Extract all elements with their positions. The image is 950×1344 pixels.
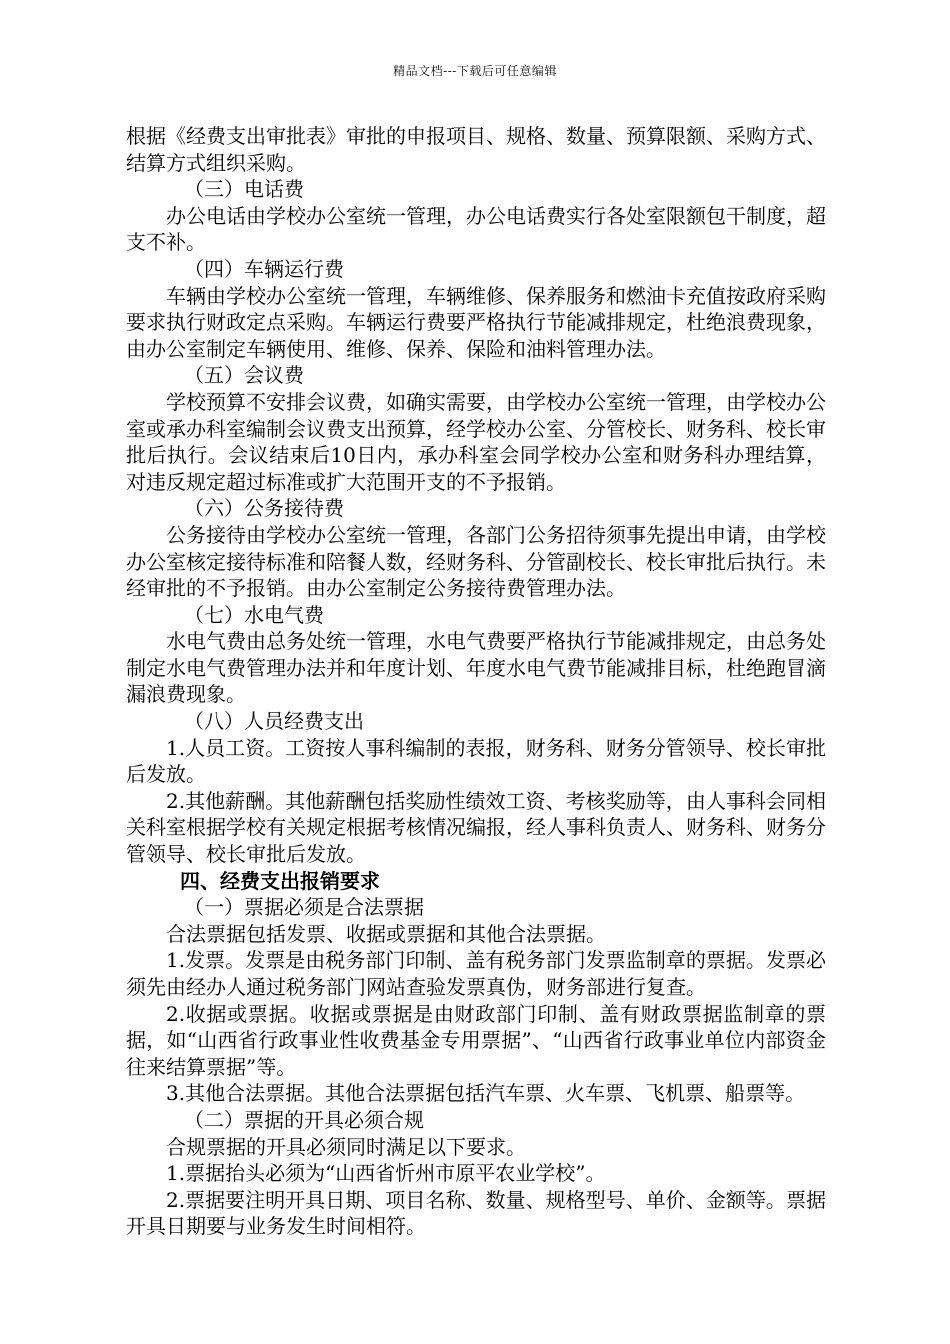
subheading: （五）会议费 bbox=[184, 363, 304, 388]
paragraph: 1.票据抬头必须为“山西省忻州市原平农业学校”。 bbox=[166, 1161, 606, 1186]
paragraph: 2.其他薪酬。其他薪酬包括奖励性绩效工资、考核奖励等，由人事科会同相关科室根据学校有关规定根据考核情况编报，经人事科负责人、财务科、财务分管领导、校长审批后发放。 bbox=[126, 788, 826, 867]
subheading: （四）车辆运行费 bbox=[184, 256, 344, 281]
paragraph: 合规票据的开具必须同时满足以下要求。 bbox=[166, 1134, 526, 1159]
paragraph: 根据《经费支出审批表》审批的申报项目、规格、数量、预算限额、采购方式、结算方式组织采购。 bbox=[126, 124, 826, 175]
subheading: （六）公务接待费 bbox=[184, 496, 344, 521]
subheading: （七）水电气费 bbox=[184, 602, 324, 627]
paragraph: 3.其他合法票据。其他合法票据包括汽车票、火车票、飞机票、船票等。 bbox=[166, 1081, 806, 1106]
paragraph: 车辆由学校办公室统一管理，车辆维修、保养服务和燃油卡充值按政府采购要求执行财政定点采购。车辆运行费要严格执行节能减排规定，杜绝浪费现象，由办公室制定车辆使用、维修、保养、保险和油料管理办法。 bbox=[126, 283, 826, 361]
paragraph: 1.人员工资。工资按人事科编制的表报，财务科、财务分管领导、校长审批后发放。 bbox=[126, 735, 826, 787]
section-heading: 四、经费支出报销要求 bbox=[180, 868, 380, 893]
paragraph: 水电气费由总务处统一管理，水电气费要严格执行节能减排规定，由总务处制定水电气费管理办法并和年度计划、年度水电气费节能减排目标，杜绝跑冒滴漏浪费现象。 bbox=[126, 629, 826, 707]
subheading: （二）票据的开具必须合规 bbox=[184, 1107, 424, 1132]
paragraph: 2.票据要注明开具日期、项目名称、数量、规格型号、单价、金额等。票据开具日期要与业务发生时间相符。 bbox=[126, 1187, 826, 1239]
subheading: （三）电话费 bbox=[184, 177, 304, 202]
paragraph: 办公电话由学校办公室统一管理，办公电话费实行各处室限额包干制度，超支不补。 bbox=[126, 203, 826, 255]
paragraph: 学校预算不安排会议费，如确实需要，由学校办公室统一管理，由学校办公室或承办科室编制会议费支出预算，经学校办公室、分管校长、财务科、校长审批后执行。会议结束后10日内，承办科室会同学校办公室和财务科办理结算，对违反规定超过标准或扩大范围开支的不予报销。 bbox=[126, 389, 826, 494]
paragraph: 2.收据或票据。收据或票据是由财政部门印制、盖有财政票据监制章的票据，如“山西省行政事业性收费基金专用票据”、“山西省行政事业单位内部资金往来结算票据”等。 bbox=[126, 1001, 826, 1079]
paragraph: 合法票据包括发票、收据或票据和其他合法票据。 bbox=[166, 921, 606, 946]
page-header: 精品文档---下载后可任意编辑 bbox=[393, 64, 557, 78]
paragraph: 1.发票。发票是由税务部门印制、盖有税务部门发票监制章的票据。发票必须先由经办人通过税务部门网站查验发票真伪，财务部进行复查。 bbox=[126, 948, 826, 999]
subheading: （一）票据必须是合法票据 bbox=[184, 895, 424, 920]
paragraph: 公务接待由学校办公室统一管理，各部门公务招待须事先提出申请，由学校办公室核定接待标准和陪餐人数，经财务科、分管副校长、校长审批后执行。未经审批的不予报销。由办公室制定公务接待费管理办法。 bbox=[126, 522, 826, 601]
subheading: （八）人员经费支出 bbox=[184, 709, 364, 734]
document-body bbox=[126, 123, 826, 1240]
